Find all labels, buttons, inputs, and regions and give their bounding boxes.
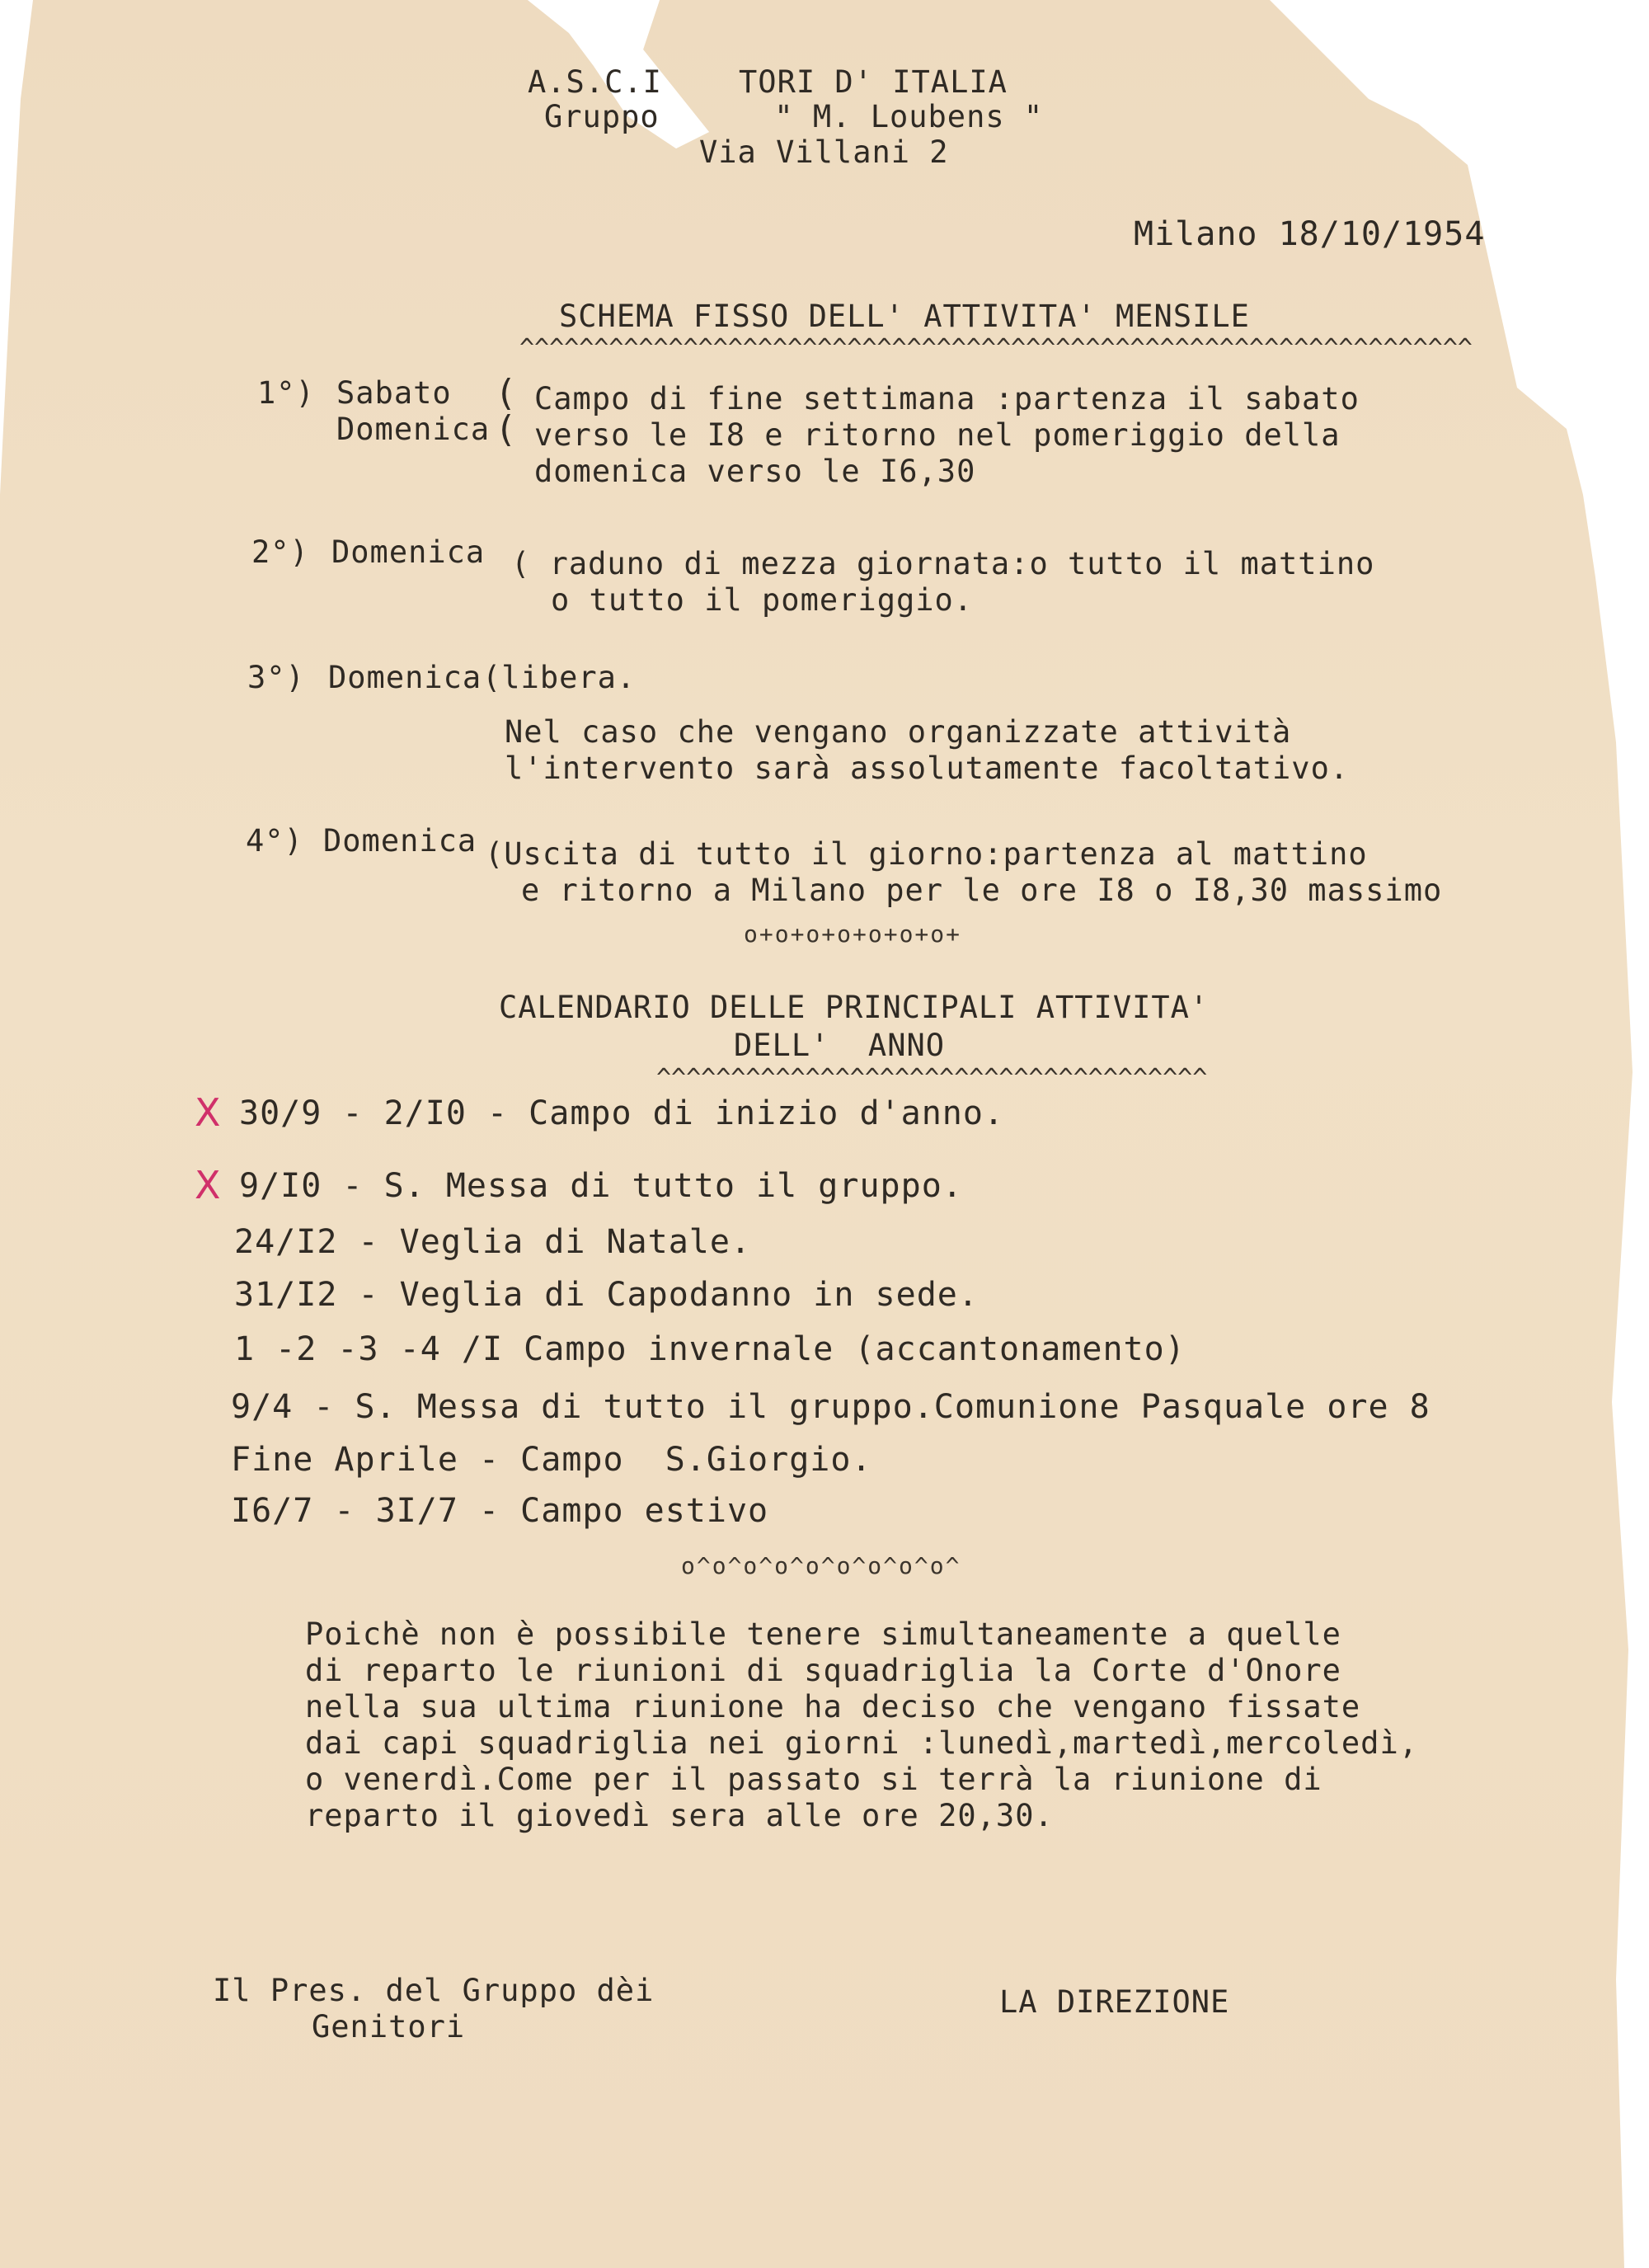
note-line-2: di reparto le riunioni di squadriglia la Corte d'Onore bbox=[305, 1653, 1341, 1688]
checkmark-x-icon-2: X bbox=[195, 1163, 221, 1207]
header-line2: Gruppo " M. Loubens " bbox=[544, 99, 1044, 134]
schema-item-1-line-1: Campo di fine settimana :partenza il sabato bbox=[534, 381, 1360, 416]
schema-item-4-day: Domenica bbox=[323, 823, 477, 859]
note-line-5: o venerdì.Come per il passato si terrà la riunione di bbox=[305, 1762, 1322, 1797]
schema-item-3-number: 3°) bbox=[247, 660, 305, 695]
header-line1: A.S.C.I TORI D' ITALIA bbox=[528, 64, 1008, 100]
schema-title-underline: ^^^^^^^^^^^^^^^^^^^^^^^^^^^^^^^^^^^^^^^^^^^^^^^^^^^^^^^^^^^^^^^^ bbox=[519, 334, 1473, 363]
note-line-3: nella sua ultima riunione ha deciso che vengano fissate bbox=[305, 1689, 1361, 1725]
calendar-separator: o^o^o^o^o^o^o^o^o^ bbox=[681, 1552, 961, 1579]
signature-left-line2: Genitori bbox=[312, 2009, 466, 2044]
calendar-title-line1: CALENDARIO DELLE PRINCIPALI ATTIVITA' bbox=[499, 990, 1210, 1025]
calendar-entry-6: 9/4 - S. Messa di tutto il gruppo.Comunione Pasquale ore 8 bbox=[231, 1388, 1431, 1426]
schema-item-1-number: 1°) bbox=[257, 375, 315, 411]
schema-item-2-line-1: ( raduno di mezza giornata:o tutto il mattino bbox=[511, 546, 1375, 581]
schema-item-3-day: Domenica bbox=[328, 660, 482, 695]
schema-item-2-line-2: o tutto il pomeriggio. bbox=[551, 582, 974, 618]
calendar-entry-5: 1 -2 -3 -4 /I Campo invernale (accantonamento) bbox=[234, 1330, 1186, 1368]
signature-left-line1: Il Pres. del Gruppo dèi bbox=[213, 1973, 655, 2008]
signature-right: LA DIREZIONE bbox=[999, 1984, 1230, 2020]
schema-item-1-day2: Domenica bbox=[336, 412, 491, 447]
calendar-title-line2: DELL' ANNO bbox=[734, 1028, 946, 1063]
calendar-entry-2: 9/I0 - S. Messa di tutto il gruppo. bbox=[239, 1167, 963, 1205]
schema-item-3-line-1: (libera. bbox=[482, 660, 637, 695]
calendar-entry-4: 31/I2 - Veglia di Capodanno in sede. bbox=[234, 1276, 979, 1314]
calendar-entry-7: Fine Aprile - Campo S.Giorgio. bbox=[231, 1441, 872, 1479]
header-address: Via Villani 2 bbox=[699, 134, 949, 170]
checkmark-x-icon-1: X bbox=[195, 1090, 221, 1135]
schema-item-4-number: 4°) bbox=[246, 823, 303, 859]
schema-item-4-line-2: e ritorno a Milano per le ore I8 o I8,30 massimo bbox=[521, 873, 1443, 908]
schema-title: SCHEMA FISSO DELL' ATTIVITA' MENSILE bbox=[559, 299, 1250, 334]
calendar-title-underline: ^^^^^^^^^^^^^^^^^^^^^^^^^^^^^^^^^^^^^ bbox=[656, 1064, 1208, 1093]
note-line-4: dai capi squadriglia nei giorni :lunedì,martedì,mercoledì, bbox=[305, 1725, 1419, 1761]
schema-item-4-line-1: (Uscita di tutto il giorno:partenza al mattino bbox=[485, 836, 1368, 872]
schema-item-2-number: 2°) bbox=[251, 534, 309, 570]
note-line-1: Poichè non è possibile tenere simultaneamente a quelle bbox=[305, 1616, 1341, 1652]
header-date: Milano 18/10/1954 bbox=[1134, 215, 1486, 253]
schema-item-1-paren2: ( bbox=[495, 408, 518, 450]
schema-item-1-line-2: verso le I8 e ritorno nel pomeriggio della bbox=[534, 417, 1341, 453]
schema-separator: o+o+o+o+o+o+o+ bbox=[744, 920, 962, 948]
calendar-entry-1: 30/9 - 2/I0 - Campo di inizio d'anno. bbox=[239, 1094, 1005, 1132]
calendar-entry-8: I6/7 - 3I/7 - Campo estivo bbox=[231, 1492, 769, 1530]
schema-item-1-day: Sabato bbox=[336, 375, 452, 411]
schema-item-2-day: Domenica bbox=[331, 534, 486, 570]
note-line-6: reparto il giovedì sera alle ore 20,30. bbox=[305, 1798, 1054, 1833]
calendar-entry-3: 24/I2 - Veglia di Natale. bbox=[234, 1223, 752, 1261]
schema-item-1-line-3: domenica verso le I6,30 bbox=[534, 454, 976, 489]
schema-item-3-line-2: Nel caso che vengano organizzate attività bbox=[505, 714, 1292, 750]
schema-item-3-line-3: l'intervento sarà assolutamente facoltativo. bbox=[505, 751, 1350, 786]
schema-item-1-paren: ( bbox=[495, 372, 518, 414]
